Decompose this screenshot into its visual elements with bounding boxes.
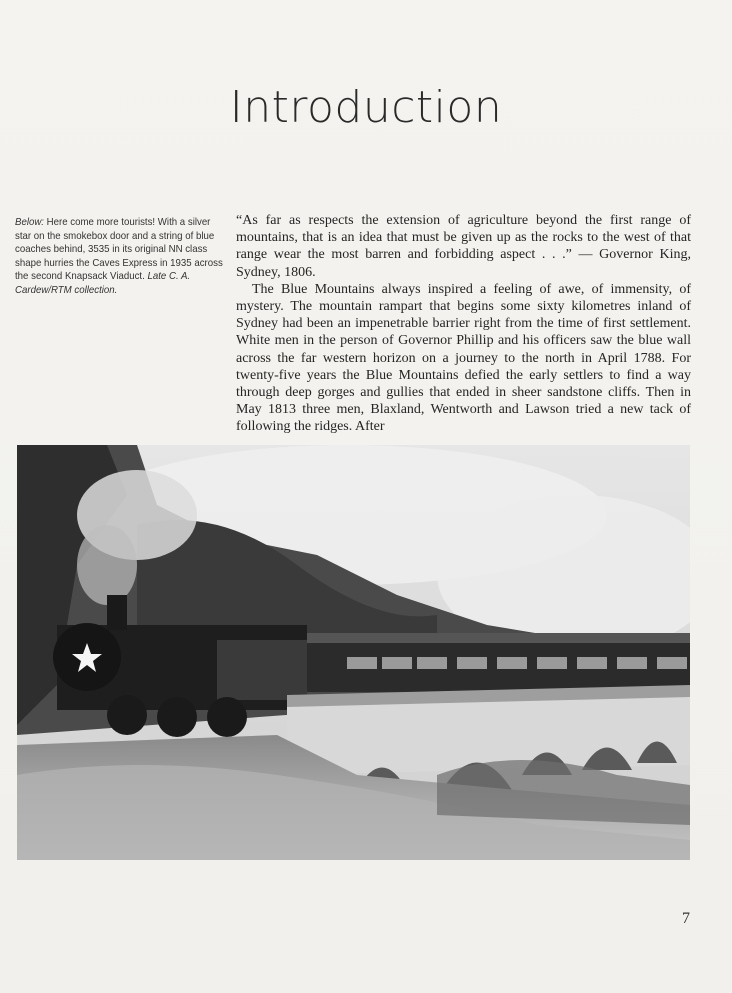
page-title: Introduction <box>229 82 503 133</box>
train-photo <box>17 445 690 860</box>
caption-text: Here come more tourists! With a silver star on the smokebox door and a string of blue coaches behind, 3535 in its original NN class shape hurries the Caves Express in 1935 across the second Knapsack Viaduct. <box>15 216 223 282</box>
photo-caption <box>15 216 228 297</box>
page-number: 7 <box>682 910 690 927</box>
body-text <box>236 212 691 436</box>
caption-credit: Late C. A. Cardew/RTM collection. <box>15 270 191 296</box>
paragraph-quote: “As far as respects the extension of agriculture beyond the first range of mountains, that is an idea that must be given up as the rocks to the west of that range wear the most barren and forbidding aspect . . .” — Governor King, Sydney, 1806. <box>236 213 691 280</box>
paragraph-main: The Blue Mountains always inspired a feeling of awe, of immensity, of mystery. The mountain rampart that begins some sixty kilometres inland of Sydney had been an impenetrable barrier right from the time of first settlement. White men in the person of Governor Phillip and his officers saw the blue wall across the far western horizon on a journey to the north in April 1788. For twenty-five years the Blue Mountains defied the early settlers to find a way through deep gorges and gullies that ended in sheer sandstone cliffs. Then in May 1813 three men, Blaxland, Wentworth and Lawson tried a new tack of following the ridges. After <box>236 281 691 435</box>
caption-lead: Below: <box>15 216 44 228</box>
